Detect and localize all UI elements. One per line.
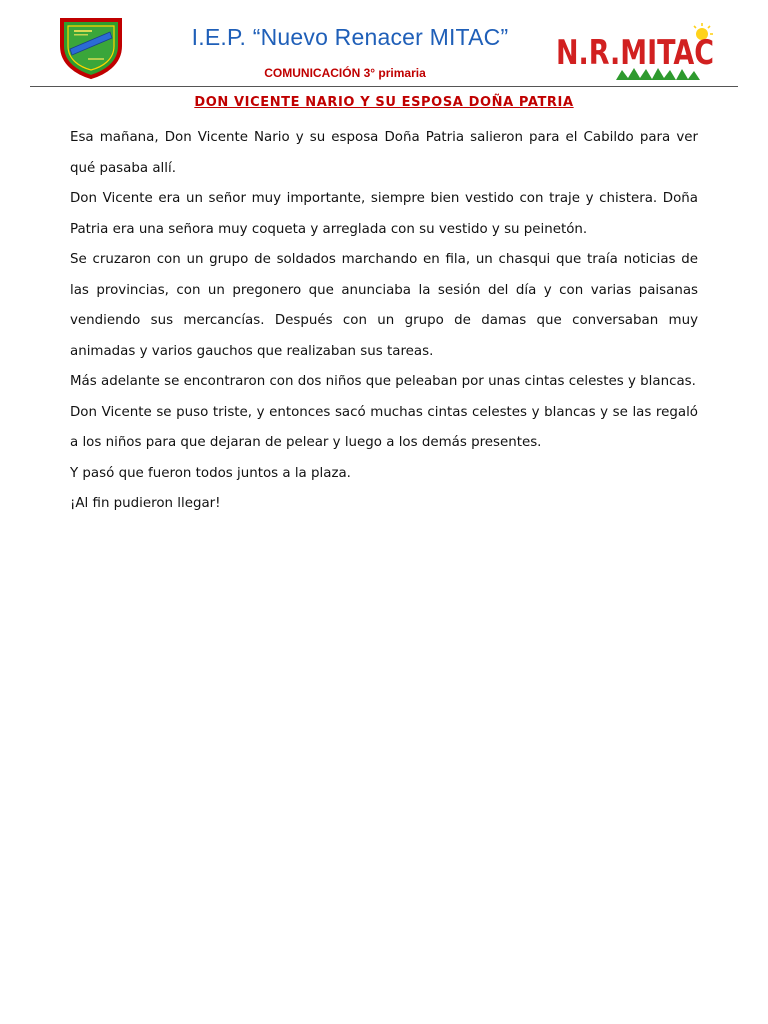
school-name: I.E.P. “Nuevo Renacer MITAC” xyxy=(191,24,509,50)
story-paragraph: ¡Al fin pudieron llegar! xyxy=(70,496,221,511)
school-shield-logo-icon xyxy=(58,16,124,78)
story-paragraph: Y pasó que fueron todos juntos a la plaza. xyxy=(70,465,351,481)
document-title: DON VICENTE NARIO Y SU ESPOSA DOÑA PATRIA xyxy=(194,95,574,110)
story-paragraph: Más adelante se encontraron con dos niños que peleaban por unas cintas celestes y blancas. xyxy=(70,374,696,389)
document-header xyxy=(0,0,768,90)
story-body xyxy=(70,123,698,520)
header-divider xyxy=(30,86,738,87)
story-paragraph: Se cruzaron con un grupo de soldados marchando en fila, un chasqui que traía noticias de las provincias, con un pregonero que anunciaba la sesión del día y con varias paisanas vendiendo sus mercancías. Después con un grupo de damas que conversaban muy animadas y varios gauchos que realizaban sus tareas. xyxy=(70,252,698,359)
story-paragraph: Don Vicente se puso triste, y entonces sacó muchas cintas celestes y blancas y se las regaló a los niños para que dejaran de pelear y luego a los demás presentes. xyxy=(70,404,698,450)
story-paragraph: Esa mañana, Don Vicente Nario y su esposa Doña Patria salieron para el Cabildo para ver qué pasaba allí. xyxy=(70,130,698,176)
nr-mitac-logo-text: N.R.MITAC xyxy=(556,33,714,73)
subject-grade: COMUNICACIÓN 3° primaria xyxy=(264,66,426,80)
nr-mitac-wordmark-logo-icon xyxy=(556,22,716,84)
story-paragraph: Don Vicente era un señor muy importante, siempre bien vestido con traje y chistera. Doña Patria era una señora muy coqueta y arreglada con su vestido y su peinetón. xyxy=(70,191,698,237)
